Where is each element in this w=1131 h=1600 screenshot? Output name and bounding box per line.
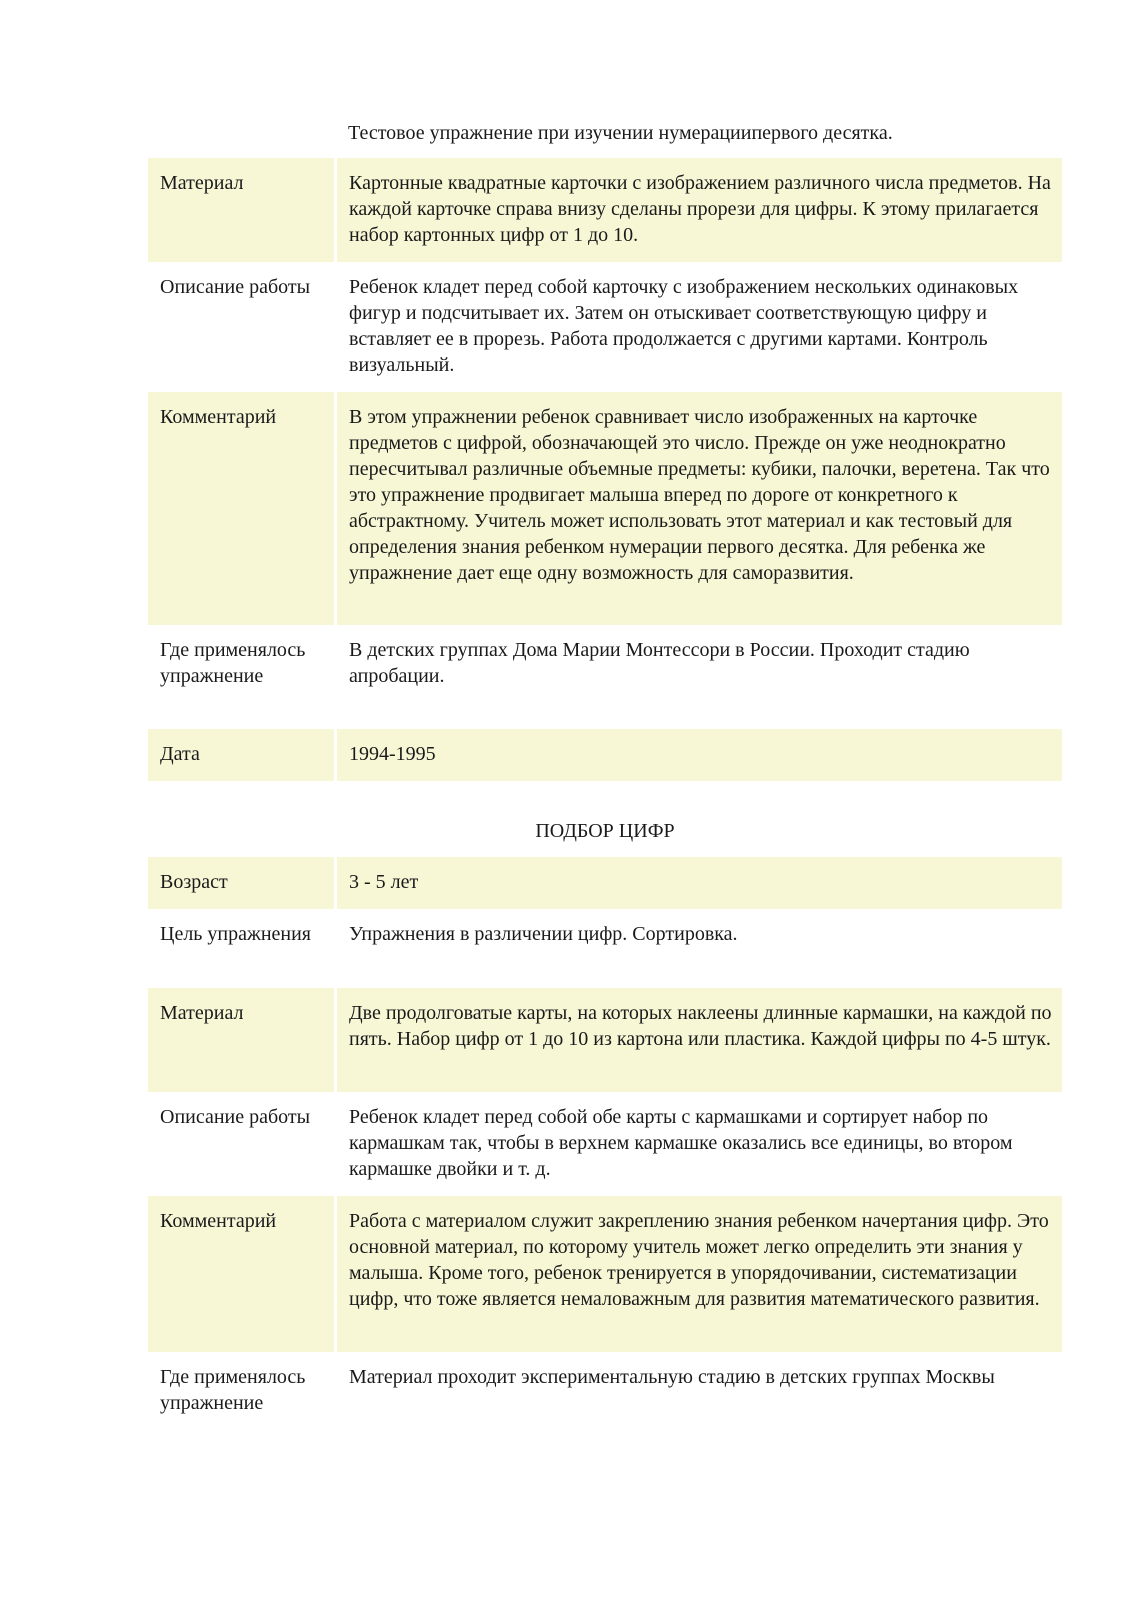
table-row xyxy=(148,1092,1062,1196)
row-label: Где применялось упражнение xyxy=(160,1366,306,1414)
row-value: Упражнения в различении цифр. Сортировка. xyxy=(349,923,738,945)
table-row xyxy=(148,857,1062,909)
row-label: Материал xyxy=(148,158,334,262)
table-row xyxy=(148,262,1062,392)
section-title: ПОДБОР ЦИФР xyxy=(535,820,675,842)
table-row xyxy=(148,1196,1062,1352)
table-row xyxy=(148,909,1062,988)
table-row xyxy=(148,988,1062,1092)
row-label: Материал xyxy=(148,988,334,1092)
row-value: 3 - 5 лет xyxy=(337,857,1062,909)
table-row xyxy=(148,1352,1062,1456)
row-value: Две продолговатые карты, на которых наклеены длинные кармашки, на каждой по пять. Набор цифр от 1 до 10 из картона или пластика. Каждой цифры по 4-5 штук. xyxy=(337,988,1062,1092)
row-value: Картонные квадратные карточки с изображением различного числа предметов. На каждой карточке справа внизу сделаны прорези для цифры. К этому прилагается набор картонных цифр от 1 до 10. xyxy=(337,158,1062,262)
row-label: Цель упражнения xyxy=(160,923,312,945)
row-label: Описание работы xyxy=(160,276,311,298)
row-value: Материал проходит экспериментальную стадию в детских группах Москвы xyxy=(349,1366,995,1388)
table-row xyxy=(148,392,1062,625)
row-value: В этом упражнении ребенок сравнивает число изображенных на карточке предметов с цифрой, обозначающей это число. Прежде он уже неоднократно пересчитывал различные объемные предметы: кубики, палочки, веретена. Так что это упражнение продвигает малыша вперед по дороге от конкретного к абстрактному. Учитель может использовать этот материал и как тестовый для определения знания ребенком нумерации первого десятка. Для ребенка же упражнение дает еще одну возможность для саморазвития. xyxy=(337,392,1062,625)
table-row xyxy=(148,158,1062,262)
row-value: Ребенок кладет перед собой карточку с изображением нескольких одинаковых фигур и подсчитывает их. Затем он отыскивает соответствующую цифру и вставляет ее в прорезь. Работа продолжается с другими картами. Контроль визуальный. xyxy=(349,276,1019,376)
table-row xyxy=(148,625,1062,729)
row-label: Где применялось упражнение xyxy=(160,639,306,687)
intro-text: Тестовое упражнение при изучении нумерациипервого десятка. xyxy=(348,122,893,144)
exercise-table-2 xyxy=(148,857,1062,1456)
table-row xyxy=(148,729,1062,781)
row-value: Работа с материалом служит закреплению знания ребенком начертания цифр. Это основной материал, по которому учитель может легко определить эти знания у малыша. Кроме того, ребенок тренируется в упорядочивании, систематизации цифр, что тоже является немаловажным для развития математического развития. xyxy=(337,1196,1062,1352)
row-value: В детских группах Дома Марии Монтессори в России. Проходит стадию апробации. xyxy=(349,639,970,687)
exercise-table-1 xyxy=(148,158,1062,781)
row-label: Дата xyxy=(148,729,334,781)
row-label: Комментарий xyxy=(148,1196,334,1352)
row-value: Ребенок кладет перед собой обе карты с кармашками и сортирует набор по кармашкам так, чтобы в верхнем кармашке оказались все единицы, во втором кармашке двойки и т. д. xyxy=(349,1106,1013,1180)
row-label: Описание работы xyxy=(160,1106,311,1128)
row-label: Комментарий xyxy=(148,392,334,625)
row-label: Возраст xyxy=(148,857,334,909)
row-value: 1994-1995 xyxy=(337,729,1062,781)
